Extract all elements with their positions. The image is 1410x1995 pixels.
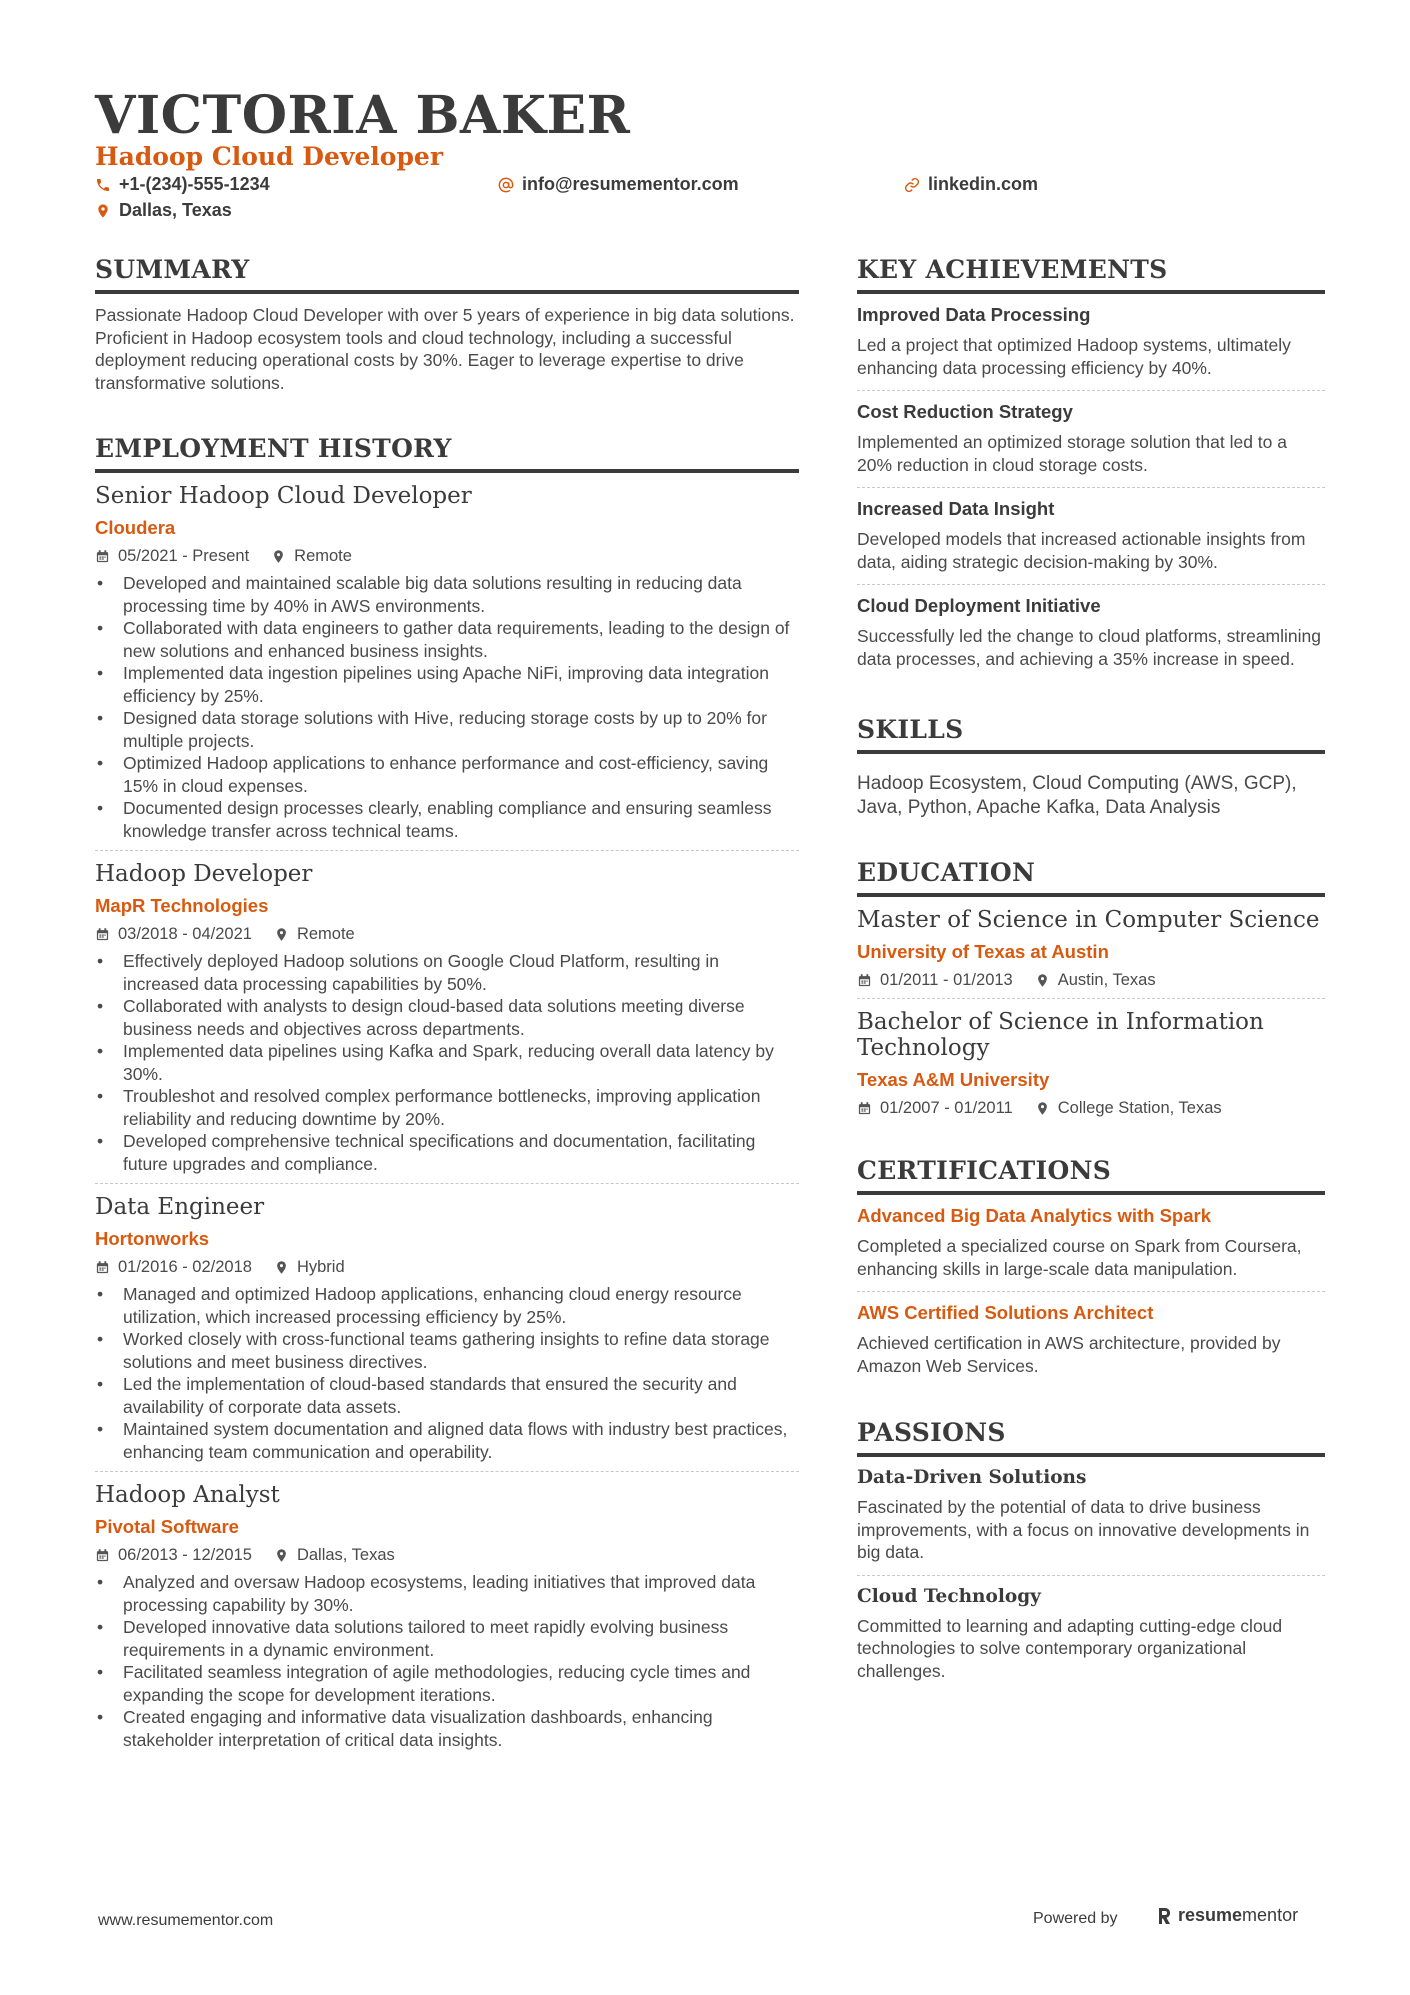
certification-title: AWS Certified Solutions Architect [857,1302,1154,1323]
education-section [857,858,1325,1126]
footer-url[interactable]: www.resumementor.com [98,1912,274,1929]
achievement-item [857,488,1325,585]
achievement-desc: Successfully led the change to cloud platforms, streamlining data processes, and achieving a 35% increase in speed. [857,626,1321,669]
job-entry [95,473,799,851]
job-location: Remote [294,547,352,565]
certification-item [857,1292,1325,1388]
achievement-item [857,391,1325,488]
job-bullet: • Implemented data ingestion pipelines using Apache NiFi, improving data integration efficiency by 25%. [95,662,799,707]
job-company: Hortonworks [95,1228,210,1249]
calendar-icon [95,549,110,564]
achievement-title: Increased Data Insight [857,498,1055,519]
certifications-heading: CERTIFICATIONS [857,1156,1325,1195]
job-bullet: • Developed innovative data solutions tailored to meet rapidly evolving business requirements in a dynamic environment. [95,1616,799,1661]
job-bullets [95,1283,799,1463]
job-company: MapR Technologies [95,895,269,916]
achievement-title: Cost Reduction Strategy [857,401,1073,422]
passions-heading: PASSIONS [857,1418,1325,1457]
candidate-title: Hadoop Cloud Developer [95,142,444,171]
brand-light: mentor [1242,1905,1299,1925]
passion-item [857,1576,1325,1694]
achievement-item [857,294,1325,391]
job-dates: 03/2018 - 04/2021 [118,925,252,943]
job-bullet: • Designed data storage solutions with Hive, reducing storage costs by up to 20% for multiple projects. [95,707,799,752]
location-pin-icon [1035,973,1050,988]
job-bullet: • Effectively deployed Hadoop solutions on Google Cloud Platform, resulting in increased data processing capabilities by 50%. [95,950,799,995]
passion-title: Data-Driven Solutions [857,1467,1087,1488]
job-role: Senior Hadoop Cloud Developer [95,483,472,509]
education-degree: Master of Science in Computer Science [857,907,1320,933]
job-bullets [95,1571,799,1751]
link-icon [904,177,920,193]
resumementor-logo-icon [1156,1906,1172,1926]
location-text: Dallas, Texas [119,200,232,220]
job-company: Cloudera [95,517,176,538]
summary-text: Passionate Hadoop Cloud Developer with over 5 years of experience in big data solutions. Proficient in Hadoop ecosystem tools and cloud technology, including a successful deployment reducing operational costs by 30%. Eager to leverage expertise to drive transformative solutions. [95,305,795,393]
achievements-heading: KEY ACHIEVEMENTS [857,255,1325,294]
job-bullet: • Collaborated with data engineers to gather data requirements, leading to the design of new solutions and enhanced business insights. [95,617,799,662]
job-role: Hadoop Developer [95,861,313,887]
left-column [95,255,799,1759]
job-meta [95,925,799,944]
achievement-item [857,585,1325,681]
job-location: Hybrid [296,1258,345,1276]
job-bullet: • Developed comprehensive technical specifications and documentation, facilitating future upgrades and compliance. [95,1130,799,1175]
education-degree: Bachelor of Science in Information Technology [857,1009,1264,1061]
passion-item [857,1457,1325,1576]
passion-desc: Fascinated by the potential of data to drive business improvements, with a focus on innovative developments in big data. [857,1497,1310,1562]
education-school: Texas A&M University [857,1069,1050,1090]
skills-heading: SKILLS [857,715,1325,754]
calendar-icon [857,973,872,988]
job-entry [95,851,799,1184]
achievement-desc: Implemented an optimized storage solution that led to a 20% reduction in cloud storage costs. [857,432,1287,475]
contact-phone [95,174,270,195]
job-bullet: • Documented design processes clearly, enabling compliance and ensuring seamless knowledge transfer across technical teams. [95,797,799,842]
summary-section [95,255,799,394]
brand-bold: resume [1178,1905,1243,1925]
job-meta [95,547,799,566]
linkedin-text: linkedin.com [928,174,1039,194]
job-dates: 01/2016 - 02/2018 [118,1258,252,1276]
phone-icon [95,177,111,193]
passion-desc: Committed to learning and adapting cutting-edge cloud technologies to solve contemporary organizational challenges. [857,1615,1283,1681]
job-bullets [95,572,799,842]
calendar-icon [857,1101,872,1116]
certification-desc: Achieved certification in AWS architecture, provided by Amazon Web Services. [857,1333,1281,1376]
achievements-section [857,255,1325,681]
job-bullet: • Developed and maintained scalable big data solutions resulting in reducing data processing time by 40% in AWS environments. [95,572,799,617]
powered-by-label: Powered by [1033,1910,1118,1927]
education-item [857,999,1325,1126]
resumementor-brand[interactable] [1156,1905,1298,1926]
job-bullet: • Created engaging and informative data visualization dashboards, enhancing stakeholder interpretation of critical data insights. [95,1706,799,1751]
job-role: Hadoop Analyst [95,1482,280,1508]
education-heading: EDUCATION [857,858,1325,897]
job-company: Pivotal Software [95,1516,239,1537]
location-pin-icon [274,1548,289,1563]
job-bullet: • Implemented data pipelines using Kafka and Spark, reducing overall data latency by 30%. [95,1040,799,1085]
job-location: Remote [296,925,355,943]
job-entry [95,1184,799,1472]
job-bullet: • Collaborated with analysts to design cloud-based data solutions meeting diverse business needs and objectives across departments. [95,995,799,1040]
contact-linkedin[interactable] [904,174,1038,195]
employment-heading: EMPLOYMENT HISTORY [95,434,799,473]
achievement-desc: Developed models that increased actionable insights from data, aiding strategic decision-making by 30%. [857,529,1306,572]
job-bullet: • Facilitated seamless integration of agile methodologies, reducing cycle times and expanding the scope for development iterations. [95,1661,799,1706]
job-dates: 06/2013 - 12/2015 [118,1546,252,1564]
job-location: Dallas, Texas [296,1546,395,1564]
candidate-name: VICTORIA BAKER [95,85,631,146]
location-pin-icon [274,927,289,942]
right-column [857,255,1325,1693]
certifications-section [857,1156,1325,1388]
contact-email[interactable] [498,174,739,195]
at-icon [498,177,514,193]
job-meta [95,1258,799,1277]
email-text: info@resumementor.com [522,174,739,194]
location-pin-icon [95,203,111,219]
education-meta [857,1099,1325,1118]
calendar-icon [95,1548,110,1563]
certification-desc: Completed a specialized course on Spark from Coursera, enhancing skills in large-scale data manipulation. [857,1236,1302,1279]
job-bullet: • Analyzed and oversaw Hadoop ecosystems, leading initiatives that improved data processing capability by 30%. [95,1571,799,1616]
job-bullet: • Worked closely with cross-functional teams gathering insights to refine data storage solutions and meet business directives. [95,1328,799,1373]
job-role: Data Engineer [95,1194,265,1220]
location-pin-icon [274,1260,289,1275]
achievement-title: Cloud Deployment Initiative [857,595,1101,616]
education-item [857,897,1325,999]
education-dates: 01/2011 - 01/2013 [880,971,1013,989]
job-bullet: • Optimized Hadoop applications to enhance performance and cost-efficiency, saving 15% in cloud expenses. [95,752,799,797]
skills-section [857,715,1325,820]
employment-section [95,434,799,1759]
passions-section [857,1418,1325,1693]
education-location: Austin, Texas [1057,971,1156,989]
certification-item [857,1195,1325,1292]
summary-heading: SUMMARY [95,255,799,294]
education-dates: 01/2007 - 01/2011 [880,1099,1013,1117]
passion-title: Cloud Technology [857,1585,1041,1607]
job-bullet: • Led the implementation of cloud-based standards that ensured the security and availability of corporate data assets. [95,1373,799,1418]
location-pin-icon [271,549,286,564]
education-school: University of Texas at Austin [857,941,1109,962]
job-bullet: • Troubleshot and resolved complex performance bottlenecks, improving application reliability and reducing downtime by 20%. [95,1085,799,1130]
job-dates: 05/2021 - Present [118,547,250,565]
calendar-icon [95,1260,110,1275]
contact-location [95,200,232,221]
job-bullets [95,950,799,1175]
education-meta [857,971,1325,990]
achievement-desc: Led a project that optimized Hadoop systems, ultimately enhancing data processing efficiency by 40%. [857,335,1291,378]
calendar-icon [95,927,110,942]
job-bullet: • Managed and optimized Hadoop applications, enhancing cloud energy resource utilization, which increased processing efficiency by 25%. [95,1283,799,1328]
skills-text: Hadoop Ecosystem, Cloud Computing (AWS, GCP), Java, Python, Apache Kafka, Data Analysis [857,773,1297,818]
certification-title: Advanced Big Data Analytics with Spark [857,1205,1211,1226]
job-meta [95,1546,799,1565]
education-location: College Station, Texas [1057,1099,1222,1117]
phone-text: +1-(234)-555-1234 [119,174,270,194]
job-bullet: • Maintained system documentation and aligned data flows with industry best practices, enhancing team communication and operability. [95,1418,799,1463]
job-entry [95,1472,799,1759]
achievement-title: Improved Data Processing [857,304,1091,325]
location-pin-icon [1035,1101,1050,1116]
